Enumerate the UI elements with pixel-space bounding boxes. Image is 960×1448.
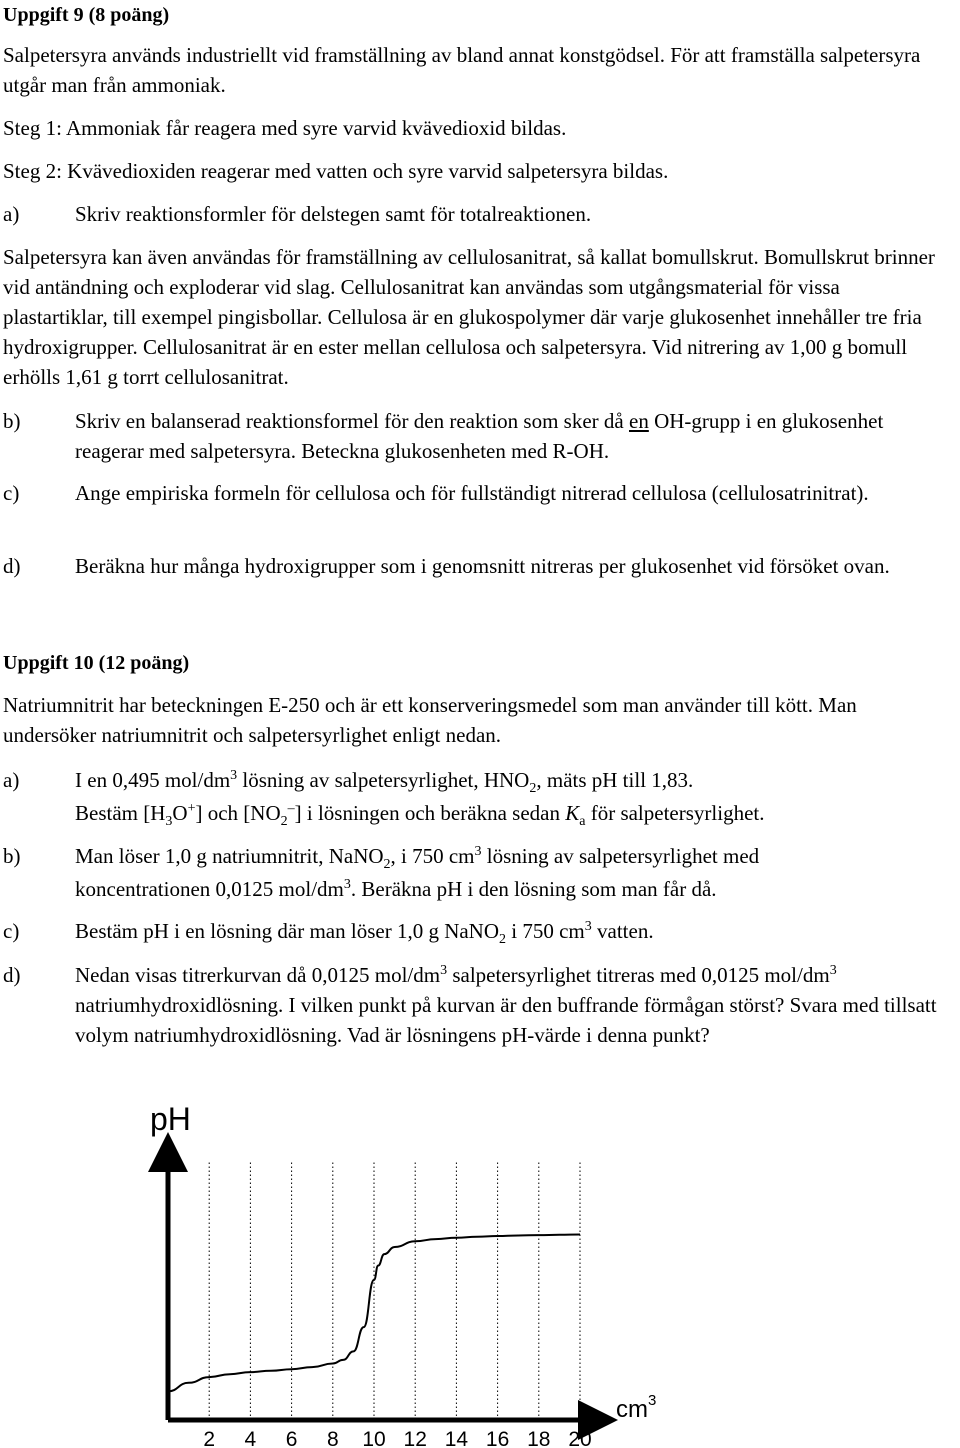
x-tick-label-8: 8	[326, 1428, 339, 1448]
question-text: Skriv reaktionsformler för delstegen samt för totalreaktionen.	[75, 202, 592, 226]
task9-question-d	[3, 551, 950, 581]
question-label: d)	[3, 554, 21, 578]
task9-step1: Steg 1: Ammoniak får reagera med syre varvid kvävedioxid bildas.	[3, 116, 567, 140]
x-axis-label: $cm^3$	[616, 1392, 657, 1423]
task9-intro: Salpetersyra används industriellt vid framställning av bland annat konstgödsel. För att framställa salpetersyra utgår man från ammoniak.	[3, 43, 921, 97]
x-tick-label-4: 4	[244, 1428, 257, 1448]
question-text: Bestäm pH i en lösning där man löser 1,0 g NaNO$_2$ i 750 $cm^3$ vatten.	[75, 919, 654, 948]
task10-question-a	[3, 765, 950, 828]
x-tick-label-10: 10	[362, 1428, 386, 1448]
x-tick-label-6: 6	[285, 1428, 298, 1448]
question-text: Man löser 1,0 g natriumnitrit, NaNO$_2$, i 750 $cm^3$ lösning av salpetersyrlighet med koncentrationen 0,0125 mol/$dm^3$. Beräkna pH i den lösning som man får då.	[75, 844, 760, 901]
x-tick-label-16: 16	[485, 1428, 510, 1448]
task10-intro: Natriumnitrit har beteckningen E-250 och är ett konserveringsmedel som man använder till kött. Man undersöker natriumnitrit och salpetersyrlighet enligt nedan.	[3, 693, 857, 747]
task10-question-d	[3, 960, 950, 1050]
question-label: c)	[3, 481, 20, 505]
question-text: Beräkna hur många hydroxigrupper som i genomsnitt nitreras per glukosenhet vid försöket ovan.	[75, 554, 890, 578]
task10-question-c	[3, 916, 950, 946]
question-text: Nedan visas titrerkurvan då 0,0125 mol/$dm^3$ salpetersyrlighet titreras med 0,0125 mol/$dm^3$ natriumhydroxidlösning. I vilken punkt på kurvan är den buffrande förmågan störst? Svara med tillsatt volym natriumhydroxidlösning. Vad är lösningens pH-värde i denna punkt?	[75, 963, 937, 1047]
x-tick-label-12: 12	[403, 1428, 427, 1448]
question-text: Ange empiriska formeln för cellulosa och för fullständigt nitrerad cellulosa (cellulosatrinitrat).	[75, 481, 869, 505]
task10-question-b	[3, 841, 950, 904]
task9-paragraph: Salpetersyra kan även användas för framställning av cellulosanitrat, så kallat bomullskrut. Bomullskrut brinner vid antändning och exploderar vid slag. Cellulosanitrat kan användas som utgångsmaterial för vissa plastartiklar, till exempel pingisbollar. Cellulosa är en glukospolymer där varje glukosenhet innehåller tre fria hydroxigrupper. Cellulosanitrat är en ester mellan cellulosa och salpetersyra. Vid nitrering av 1,00 g bomull erhölls 1,61 g torrt cellulosanitrat.	[3, 245, 935, 389]
question-label: d)	[3, 963, 21, 987]
x-tick-label-14: 14	[444, 1428, 469, 1448]
question-label: c)	[3, 919, 20, 943]
question-label: a)	[3, 202, 20, 226]
x-tick-label-20: 20	[568, 1428, 592, 1448]
task9-question-b	[3, 406, 950, 466]
question-label: b)	[3, 409, 21, 433]
task9-step2: Steg 2: Kvävedioxiden reagerar med vatten och syre varvid salpetersyra bildas.	[3, 159, 669, 183]
question-text: I en 0,495 mol/$dm^3$ lösning av salpetersyrlighet, $HNO_2$, mäts pH till 1,83. Bestäm $[H_3O^+]$ och $[NO_2^-]$ i lösningen och beräkna sedan $K_a$ för salpetersyrlighet.	[75, 768, 765, 830]
question-text: Skriv en balanserad reaktionsformel för den reaktion som sker då en OH-grupp i en glukosenhet reagerar med salpetersyra. Beteckna glukosenheten med R-OH.	[75, 409, 884, 463]
x-tick-label-18: 18	[527, 1428, 551, 1448]
x-tick-label-2: 2	[203, 1428, 216, 1448]
task9-heading: Uppgift 9 (8 poäng)	[3, 4, 170, 26]
task9-question-c	[3, 478, 950, 508]
question-label: a)	[3, 768, 20, 792]
task10-heading: Uppgift 10 (12 poäng)	[3, 652, 190, 674]
underlined-word: en	[629, 409, 649, 433]
titration-chart	[0, 1090, 960, 1448]
question-label: b)	[3, 844, 21, 868]
y-axis-label: pH	[150, 1101, 191, 1137]
task9-question-a	[3, 199, 950, 229]
